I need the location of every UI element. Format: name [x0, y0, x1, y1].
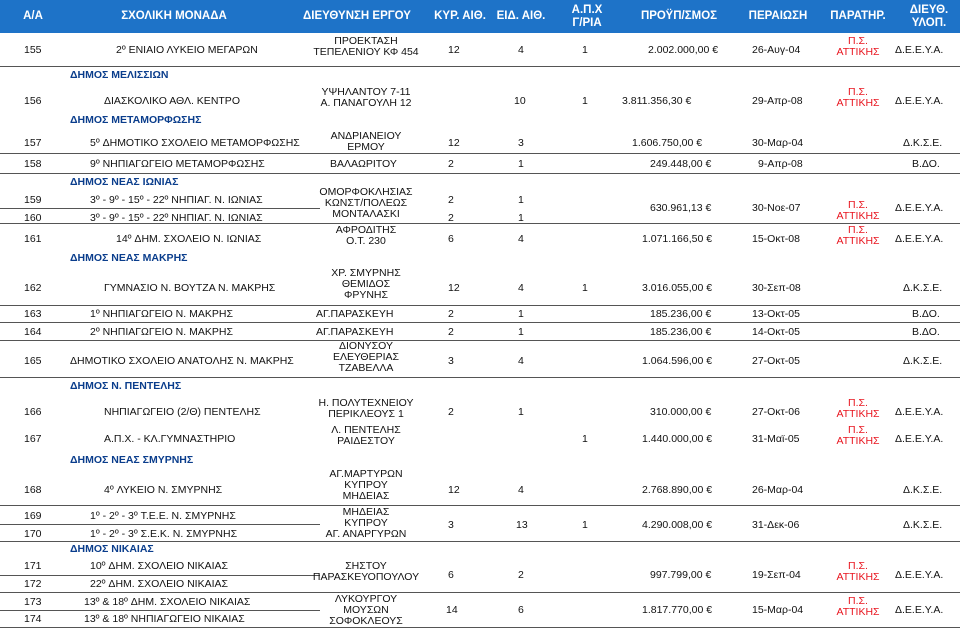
main-rooms: 12	[448, 44, 460, 56]
budget-value: 4.290.008,00 €	[642, 519, 713, 531]
project-address: ΒΑΛΑΩΡΙΤΟΥ	[330, 158, 397, 170]
col-header-remarks: ΠΑΡΑΤΗΡ.	[830, 10, 886, 22]
row-number: 163	[24, 308, 42, 320]
municipality-heading: ΔΗΜΟΣ Ν. ΠΕΝΤΕΛΗΣ	[70, 380, 182, 392]
completion-date: 29-Απρ-08	[752, 95, 803, 107]
row-number: 167	[24, 433, 42, 445]
budget-value: 2.002.000,00 €	[648, 44, 719, 56]
row-number: 161	[24, 233, 42, 245]
main-rooms: 6	[448, 233, 454, 245]
project-address: ΑΦΡΟΔΙΤΗΣ Ο.Τ. 230	[335, 224, 397, 247]
budget-value: 185.236,00 €	[650, 326, 712, 338]
special-rooms: 4	[518, 44, 524, 56]
school-name: 1º ΝΗΠΙΑΓΩΓΕΙΟ Ν. ΜΑΚΡΗΣ	[90, 308, 233, 320]
project-address: ΜΗΔΕΙΑΣ ΚΥΠΡΟΥ ΑΓ. ΑΝΑΡΓΥΡΩΝ	[325, 507, 407, 540]
project-address: ΣΗΣΤΟΥ ΠΑΡΑΣΚΕΥΟΠΟΥΛΟΥ	[312, 560, 420, 583]
special-rooms: 4	[518, 484, 524, 496]
col-header-school: ΣΧΟΛΙΚΗ ΜΟΝΑΔΑ	[121, 10, 227, 22]
row-divider	[0, 592, 960, 593]
school-name: 10º ΔΗΜ. ΣΧΟΛΕΙΟ ΝΙΚΑΙΑΣ	[90, 560, 229, 572]
special-rooms: 1	[518, 194, 524, 206]
row-divider	[0, 223, 960, 224]
row-number: 172	[24, 578, 42, 590]
sports-facility: 1	[582, 433, 588, 445]
municipality-heading: ΔΗΜΟΣ ΝΕΑΣ ΜΑΚΡΗΣ	[70, 252, 188, 264]
remarks: Π.Σ. ΑΤΤΙΚΗΣ	[836, 424, 880, 447]
main-rooms: 12	[448, 137, 460, 149]
municipality-heading: ΔΗΜΟΣ ΝΕΑΣ ΣΜΥΡΝΗΣ	[70, 454, 194, 466]
project-address: ΟΜΟΡΦΟΚΛΗΣΙΑΣ ΚΩΝΣΤ/ΠΟΛΕΩΣ ΜΟΝΤΑΛΑΣΚΙ	[319, 187, 413, 220]
row-divider	[0, 377, 960, 378]
col-header-completion: ΠΕΡΑΙΩΣΗ	[748, 10, 808, 22]
implementing-body: Δ.Κ.Σ.Ε.	[903, 519, 943, 531]
budget-value: 1.817.770,00 €	[642, 604, 713, 616]
row-divider	[0, 208, 320, 209]
project-address: Η. ΠΟΛΥΤΕΧΝΕΙΟΥ ΠΕΡΙΚΛΕΟΥΣ 1	[318, 397, 414, 420]
row-divider	[0, 173, 960, 174]
row-divider	[0, 66, 960, 67]
row-divider	[0, 340, 960, 341]
completion-date: 30-Νοε-07	[752, 202, 801, 214]
sports-facility: 1	[582, 282, 588, 294]
remarks: Π.Σ. ΑΤΤΙΚΗΣ	[836, 560, 880, 583]
school-name: 1º - 2º - 3º Σ.Ε.Κ. Ν. ΣΜΥΡΝΗΣ	[90, 528, 238, 540]
completion-date: 30-Μαρ-04	[752, 137, 804, 149]
completion-date: 15-Μαρ-04	[752, 604, 804, 616]
col-header-direction: ΔΙΕΥΘΥΝΣΗ ΕΡΓΟΥ	[303, 10, 411, 22]
school-name: ΝΗΠΙΑΓΩΓΕΙΟ (2/Θ) ΠΕΝΤΕΛΗΣ	[104, 406, 261, 418]
sports-facility: 1	[582, 44, 588, 56]
row-number: 174	[24, 613, 42, 625]
main-rooms: 14	[446, 604, 458, 616]
municipality-heading: ΔΗΜΟΣ ΝΙΚΑΙΑΣ	[70, 543, 154, 555]
special-rooms: 4	[518, 233, 524, 245]
project-address: ΑΓ.ΠΑΡΑΣΚΕΥΗ	[316, 326, 394, 338]
special-rooms: 4	[518, 282, 524, 294]
school-name: 4º ΛΥΚΕΙΟ Ν. ΣΜΥΡΝΗΣ	[104, 484, 223, 496]
special-rooms: 1	[518, 326, 524, 338]
special-rooms: 1	[518, 212, 524, 224]
budget-value: 310.000,00 €	[650, 406, 712, 418]
row-number: 173	[24, 596, 42, 608]
completion-date: 26-Μαρ-04	[752, 484, 804, 496]
school-name: Α.Π.Χ. - ΚΛ.ΓΥΜΝΑΣΤΗΡΙΟ	[104, 433, 236, 445]
project-address: ΔΙΟΝΥΣΟΥ ΕΛΕΥΘΕΡΙΑΣ ΤΖΑΒΕΛΛΑ	[332, 340, 400, 374]
completion-date: 13-Οκτ-05	[752, 308, 800, 320]
completion-date: 27-Οκτ-06	[752, 406, 800, 418]
project-address: ΧΡ. ΣΜΥΡΝΗΣ ΘΕΜΙΔΟΣ ΦΡΥΝΗΣ	[331, 267, 401, 301]
sports-facility: 1	[582, 519, 588, 531]
main-rooms: 12	[448, 484, 460, 496]
special-rooms: 3	[518, 137, 524, 149]
completion-date: 15-Οκτ-08	[752, 233, 800, 245]
remarks: Π.Σ. ΑΤΤΙΚΗΣ	[836, 595, 880, 618]
row-number: 156	[24, 95, 42, 107]
col-header-implementation: ΔΙΕΥΘ. ΥΛΟΠ.	[909, 3, 949, 29]
row-number: 162	[24, 282, 42, 294]
row-number: 169	[24, 510, 42, 522]
municipality-heading: ΔΗΜΟΣ ΝΕΑΣ ΙΩΝΙΑΣ	[70, 176, 179, 188]
col-header-eid-aith: ΕΙΔ. ΑΙΘ.	[496, 10, 546, 22]
row-number: 166	[24, 406, 42, 418]
municipality-heading: ΔΗΜΟΣ ΜΕΛΙΣΣΙΩΝ	[70, 69, 169, 81]
row-number: 160	[24, 212, 42, 224]
main-rooms: 2	[448, 212, 454, 224]
col-header-kyr-aith: ΚΥΡ. ΑΙΘ.	[434, 10, 486, 22]
implementing-body: Β.ΔΟ.	[912, 308, 940, 320]
main-rooms: 2	[448, 406, 454, 418]
row-divider	[0, 575, 320, 576]
school-name: ΔΗΜΟΤΙΚΟ ΣΧΟΛΕΙΟ ΑΝΑΤΟΛΗΣ Ν. ΜΑΚΡΗΣ	[70, 355, 294, 367]
school-name: 1º - 2º - 3º Τ.Ε.Ε. Ν. ΣΜΥΡΝΗΣ	[90, 510, 236, 522]
row-number: 168	[24, 484, 42, 496]
special-rooms: 1	[518, 308, 524, 320]
remarks: Π.Σ. ΑΤΤΙΚΗΣ	[836, 224, 880, 247]
main-rooms: 3	[448, 355, 454, 367]
main-rooms: 10	[514, 95, 526, 107]
school-name: 2º ΕΝΙΑΙΟ ΛΥΚΕΙΟ ΜΕΓΑΡΩΝ	[116, 44, 258, 56]
special-rooms: 1	[518, 158, 524, 170]
row-number: 164	[24, 326, 42, 338]
project-address: Λ. ΠΕΝΤΕΛΗΣ ΡΑΙΔΕΣΤΟΥ	[331, 424, 401, 447]
implementing-body: Δ.Ε.Ε.Υ.Α.	[895, 604, 944, 616]
row-divider	[0, 524, 320, 525]
school-name: 22º ΔΗΜ. ΣΧΟΛΕΙΟ ΝΙΚΑΙΑΣ	[90, 578, 229, 590]
project-address: ΑΓ.ΜΑΡΤΥΡΩΝ ΚΥΠΡΟΥ ΜΗΔΕΙΑΣ	[329, 468, 403, 502]
school-name: 5º ΔΗΜΟΤΙΚΟ ΣΧΟΛΕΙΟ ΜΕΤΑΜΟΡΦΩΣΗΣ	[90, 137, 300, 149]
main-rooms: 2	[448, 308, 454, 320]
completion-date: 30-Σεπ-08	[752, 282, 801, 294]
row-number: 159	[24, 194, 42, 206]
main-rooms: 2	[448, 326, 454, 338]
row-divider	[0, 610, 320, 611]
budget-value: 1.071.166,50 €	[642, 233, 713, 245]
budget-value: 997.799,00 €	[650, 569, 712, 581]
col-header-budget: ΠΡΟΫΠ/ΣΜΟΣ	[640, 10, 718, 22]
implementing-body: Δ.Ε.Ε.Υ.Α.	[895, 406, 944, 418]
implementing-body: Δ.Ε.Ε.Υ.Α.	[895, 569, 944, 581]
implementing-body: Δ.Κ.Σ.Ε.	[903, 355, 943, 367]
implementing-body: Δ.Ε.Ε.Υ.Α.	[895, 95, 944, 107]
budget-value: 3.016.055,00 €	[642, 282, 713, 294]
special-rooms: 1	[582, 95, 588, 107]
row-divider	[0, 153, 960, 154]
remarks: Π.Σ. ΑΤΤΙΚΗΣ	[836, 35, 880, 58]
budget-value: 3.811.356,30 €	[622, 95, 692, 107]
col-header-apx: Α.Π.Χ Γ/ΡΙΑ	[571, 3, 603, 29]
remarks: Π.Σ. ΑΤΤΙΚΗΣ	[836, 86, 880, 109]
budget-value: 1.440.000,00 €	[642, 433, 713, 445]
school-name: ΔΙΑΣΚΟΛΙΚΟ ΑΘΛ. ΚΕΝΤΡΟ	[104, 95, 240, 107]
row-number: 165	[24, 355, 42, 367]
row-number: 171	[24, 560, 42, 572]
school-name: 2º ΝΗΠΙΑΓΩΓΕΙΟ Ν. ΜΑΚΡΗΣ	[90, 326, 233, 338]
implementing-body: Δ.Ε.Ε.Υ.Α.	[895, 202, 944, 214]
main-rooms: 2	[448, 158, 454, 170]
special-rooms: 2	[518, 569, 524, 581]
budget-value: 185.236,00 €	[650, 308, 712, 320]
completion-date: 27-Οκτ-05	[752, 355, 800, 367]
completion-date: 26-Αυγ-04	[752, 44, 801, 56]
implementing-body: Δ.Ε.Ε.Υ.Α.	[895, 433, 944, 445]
main-rooms: 12	[448, 282, 460, 294]
project-address: ΛΥΚΟΥΡΓΟΥ ΜΟΥΣΩΝ ΣΟΦΟΚΛΕΟΥΣ	[329, 594, 403, 627]
school-name: 3º - 9º - 15º - 22º ΝΗΠΙΑΓ. Ν. ΙΩΝΙΑΣ	[90, 194, 263, 206]
table-header	[0, 0, 960, 33]
implementing-body: Δ.Ε.Ε.Υ.Α.	[895, 233, 944, 245]
row-divider	[0, 305, 960, 306]
project-address: ΑΝΔΡΙΑΝΕΙΟΥ ΕΡΜΟΥ	[330, 130, 402, 153]
project-address: ΠΡΟΕΚΤΑΣΗ ΤΕΠΕΛΕΝΙΟΥ ΚΦ 454	[313, 35, 419, 58]
project-address: ΥΨΗΛΑΝΤΟΥ 7-11 Α. ΠΑΝΑΓΟΥΛΗ 12	[320, 86, 412, 109]
school-name: ΓΥΜΝΑΣΙΟ Ν. ΒΟΥΤΖΑ Ν. ΜΑΚΡΗΣ	[104, 282, 276, 294]
project-address: ΑΓ.ΠΑΡΑΣΚΕΥΗ	[316, 308, 394, 320]
completion-date: 19-Σεπ-04	[752, 569, 801, 581]
special-rooms: 13	[516, 519, 528, 531]
implementing-body: Δ.Κ.Σ.Ε.	[903, 137, 943, 149]
row-number: 157	[24, 137, 42, 149]
special-rooms: 6	[518, 604, 524, 616]
school-name: 13º & 18º ΝΗΠΙΑΓΩΓΕΙΟ ΝΙΚΑΙΑΣ	[84, 613, 245, 625]
main-rooms: 2	[448, 194, 454, 206]
budget-value: 2.768.890,00 €	[642, 484, 713, 496]
implementing-body: Δ.Κ.Σ.Ε.	[903, 484, 943, 496]
completion-date: 31-Μαϊ-05	[752, 433, 800, 445]
remarks: Π.Σ. ΑΤΤΙΚΗΣ	[836, 397, 880, 420]
implementing-body: Δ.Κ.Σ.Ε.	[903, 282, 943, 294]
remarks: Π.Σ. ΑΤΤΙΚΗΣ	[836, 199, 880, 222]
special-rooms: 1	[518, 406, 524, 418]
row-number: 170	[24, 528, 42, 540]
data-sheet	[0, 33, 960, 628]
special-rooms: 4	[518, 355, 524, 367]
implementing-body: Β.ΔΟ.	[912, 326, 940, 338]
budget-value: 249.448,00 €	[650, 158, 712, 170]
implementing-body: Δ.Ε.Ε.Υ.Α.	[895, 44, 944, 56]
row-divider	[0, 322, 960, 323]
row-divider	[0, 541, 960, 542]
budget-value: 1.064.596,00 €	[642, 355, 713, 367]
school-name: 3º - 9º - 15º - 22º ΝΗΠΙΑΓ. Ν. ΙΩΝΙΑΣ	[90, 212, 263, 224]
completion-date: 14-Οκτ-05	[752, 326, 800, 338]
implementing-body: Β.ΔΟ.	[912, 158, 940, 170]
completion-date: 9-Απρ-08	[758, 158, 803, 170]
budget-value: 1.606.750,00 €	[632, 137, 703, 149]
row-number: 158	[24, 158, 42, 170]
main-rooms: 3	[448, 519, 454, 531]
municipality-heading: ΔΗΜΟΣ ΜΕΤΑΜΟΡΦΩΣΗΣ	[70, 114, 202, 126]
school-name: 9º ΝΗΠΙΑΓΩΓΕΙΟ ΜΕΤΑΜΟΡΦΩΣΗΣ	[90, 158, 265, 170]
school-name: 13º & 18º ΔΗΜ. ΣΧΟΛΕΙΟ ΝΙΚΑΙΑΣ	[84, 596, 251, 608]
col-header-aa: Α/Α	[23, 10, 43, 22]
row-number: 155	[24, 44, 42, 56]
main-rooms: 6	[448, 569, 454, 581]
row-divider	[0, 505, 960, 506]
completion-date: 31-Δεκ-06	[752, 519, 800, 531]
budget-value: 630.961,13 €	[650, 202, 712, 214]
school-name: 14º ΔΗΜ. ΣΧΟΛΕΙΟ Ν. ΙΩΝΙΑΣ	[116, 233, 262, 245]
